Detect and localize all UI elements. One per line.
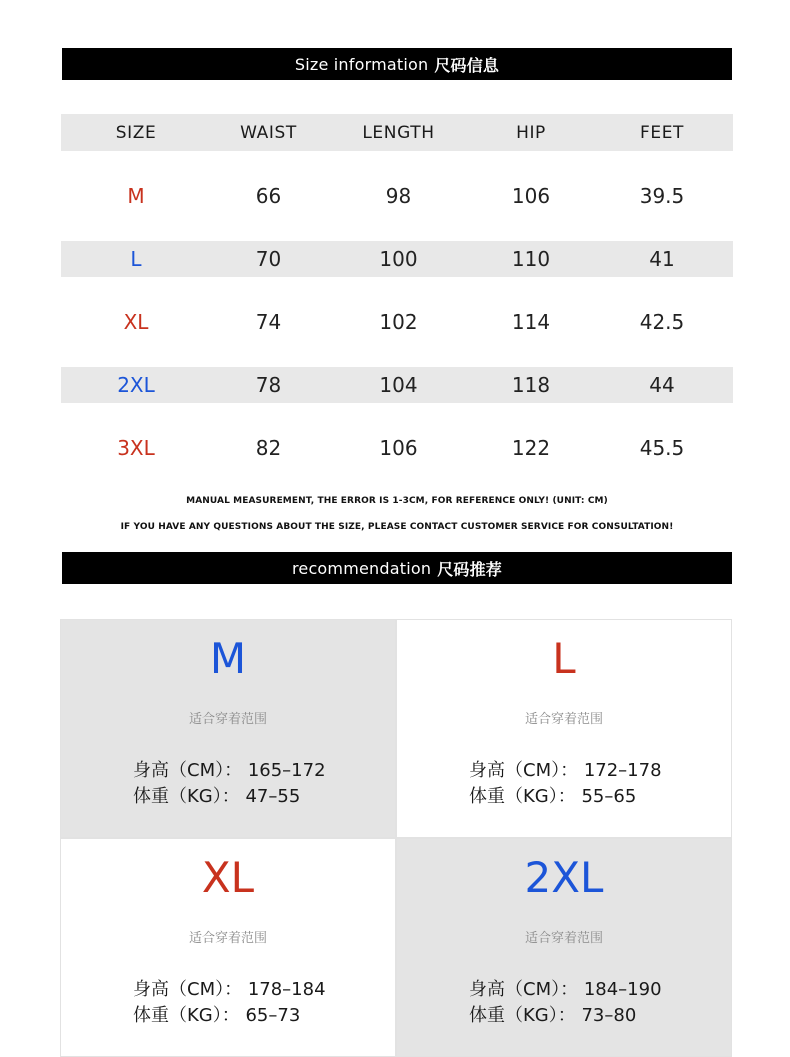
row-hip: 106 — [511, 184, 551, 208]
card-size: 2XL — [524, 853, 604, 902]
row-feet: 44 — [649, 373, 675, 397]
row-hip: 114 — [511, 310, 551, 334]
card-weight: 体重（KG）： 55–65 — [469, 786, 637, 807]
card-height: 身高（CM）： 184–190 — [469, 979, 662, 1000]
recommend-card-m — [60, 619, 396, 838]
size-info-banner — [62, 48, 732, 80]
row-size: 2XL — [117, 373, 155, 397]
row-length: 106 — [379, 436, 418, 460]
recommendation-grid — [60, 619, 732, 1039]
header-hip: HIP — [516, 122, 546, 143]
row-size: L — [130, 247, 142, 271]
card-height: 身高（CM）： 178–184 — [133, 979, 326, 1000]
row-length: 104 — [379, 373, 418, 397]
row-feet: 41 — [649, 247, 675, 271]
size-info-title-cn: 尺码信息 — [434, 55, 500, 75]
header-waist: WAIST — [240, 122, 297, 143]
row-size: M — [127, 184, 145, 208]
card-range-label: 适合穿着范围 — [188, 712, 267, 727]
recommend-card-2xl — [396, 838, 732, 1057]
card-weight: 体重（KG）： 73–80 — [469, 1005, 637, 1026]
card-range-label: 适合穿着范围 — [188, 931, 267, 946]
row-length: 98 — [385, 184, 412, 208]
header-size: SIZE — [115, 122, 157, 143]
card-weight: 体重（KG）： 47–55 — [133, 786, 301, 807]
card-range-label: 适合穿着范围 — [524, 712, 603, 727]
row-feet: 39.5 — [639, 184, 685, 208]
row-hip: 122 — [511, 436, 551, 460]
row-length: 100 — [379, 247, 418, 271]
measurement-note: MANUAL MEASUREMENT, THE ERROR IS 1-3CM, FOR REFERENCE ONLY! (UNIT: CM) — [186, 496, 608, 506]
size-info-title-en: Size information — [294, 54, 429, 74]
row-waist: 66 — [255, 184, 282, 208]
card-weight: 体重（KG）： 65–73 — [133, 1005, 301, 1026]
row-waist: 78 — [255, 373, 282, 397]
recommend-card-xl — [60, 838, 396, 1057]
card-height: 身高（CM）： 165–172 — [133, 760, 326, 781]
card-size: XL — [201, 853, 255, 902]
row-feet: 45.5 — [639, 436, 685, 460]
card-size: M — [209, 634, 247, 683]
table-row — [61, 241, 733, 277]
row-waist: 74 — [255, 310, 282, 334]
recommendation-banner — [62, 552, 732, 584]
header-length: LENGTH — [362, 122, 435, 143]
header-feet: FEET — [639, 122, 685, 143]
contact-note: IF YOU HAVE ANY QUESTIONS ABOUT THE SIZE, PLEASE CONTACT CUSTOMER SERVICE FOR CONSULTATION! — [120, 522, 674, 532]
row-hip: 118 — [511, 373, 551, 397]
card-range-label: 适合穿着范围 — [524, 931, 603, 946]
row-hip: 110 — [511, 247, 551, 271]
recommendation-title-en: recommendation — [291, 558, 432, 578]
table-row — [61, 430, 733, 466]
card-size: L — [552, 634, 576, 683]
table-row — [61, 178, 733, 214]
row-length: 102 — [379, 310, 418, 334]
row-waist: 82 — [255, 436, 282, 460]
size-table — [61, 114, 733, 466]
row-size: XL — [123, 310, 149, 334]
recommendation-title-cn: 尺码推荐 — [437, 559, 503, 579]
row-feet: 42.5 — [639, 310, 685, 334]
size-table-header — [61, 114, 733, 151]
row-size: 3XL — [117, 436, 155, 460]
table-row — [61, 367, 733, 403]
row-waist: 70 — [255, 247, 282, 271]
recommend-card-l — [396, 619, 732, 838]
card-height: 身高（CM）： 172–178 — [469, 760, 662, 781]
table-row — [61, 304, 733, 340]
